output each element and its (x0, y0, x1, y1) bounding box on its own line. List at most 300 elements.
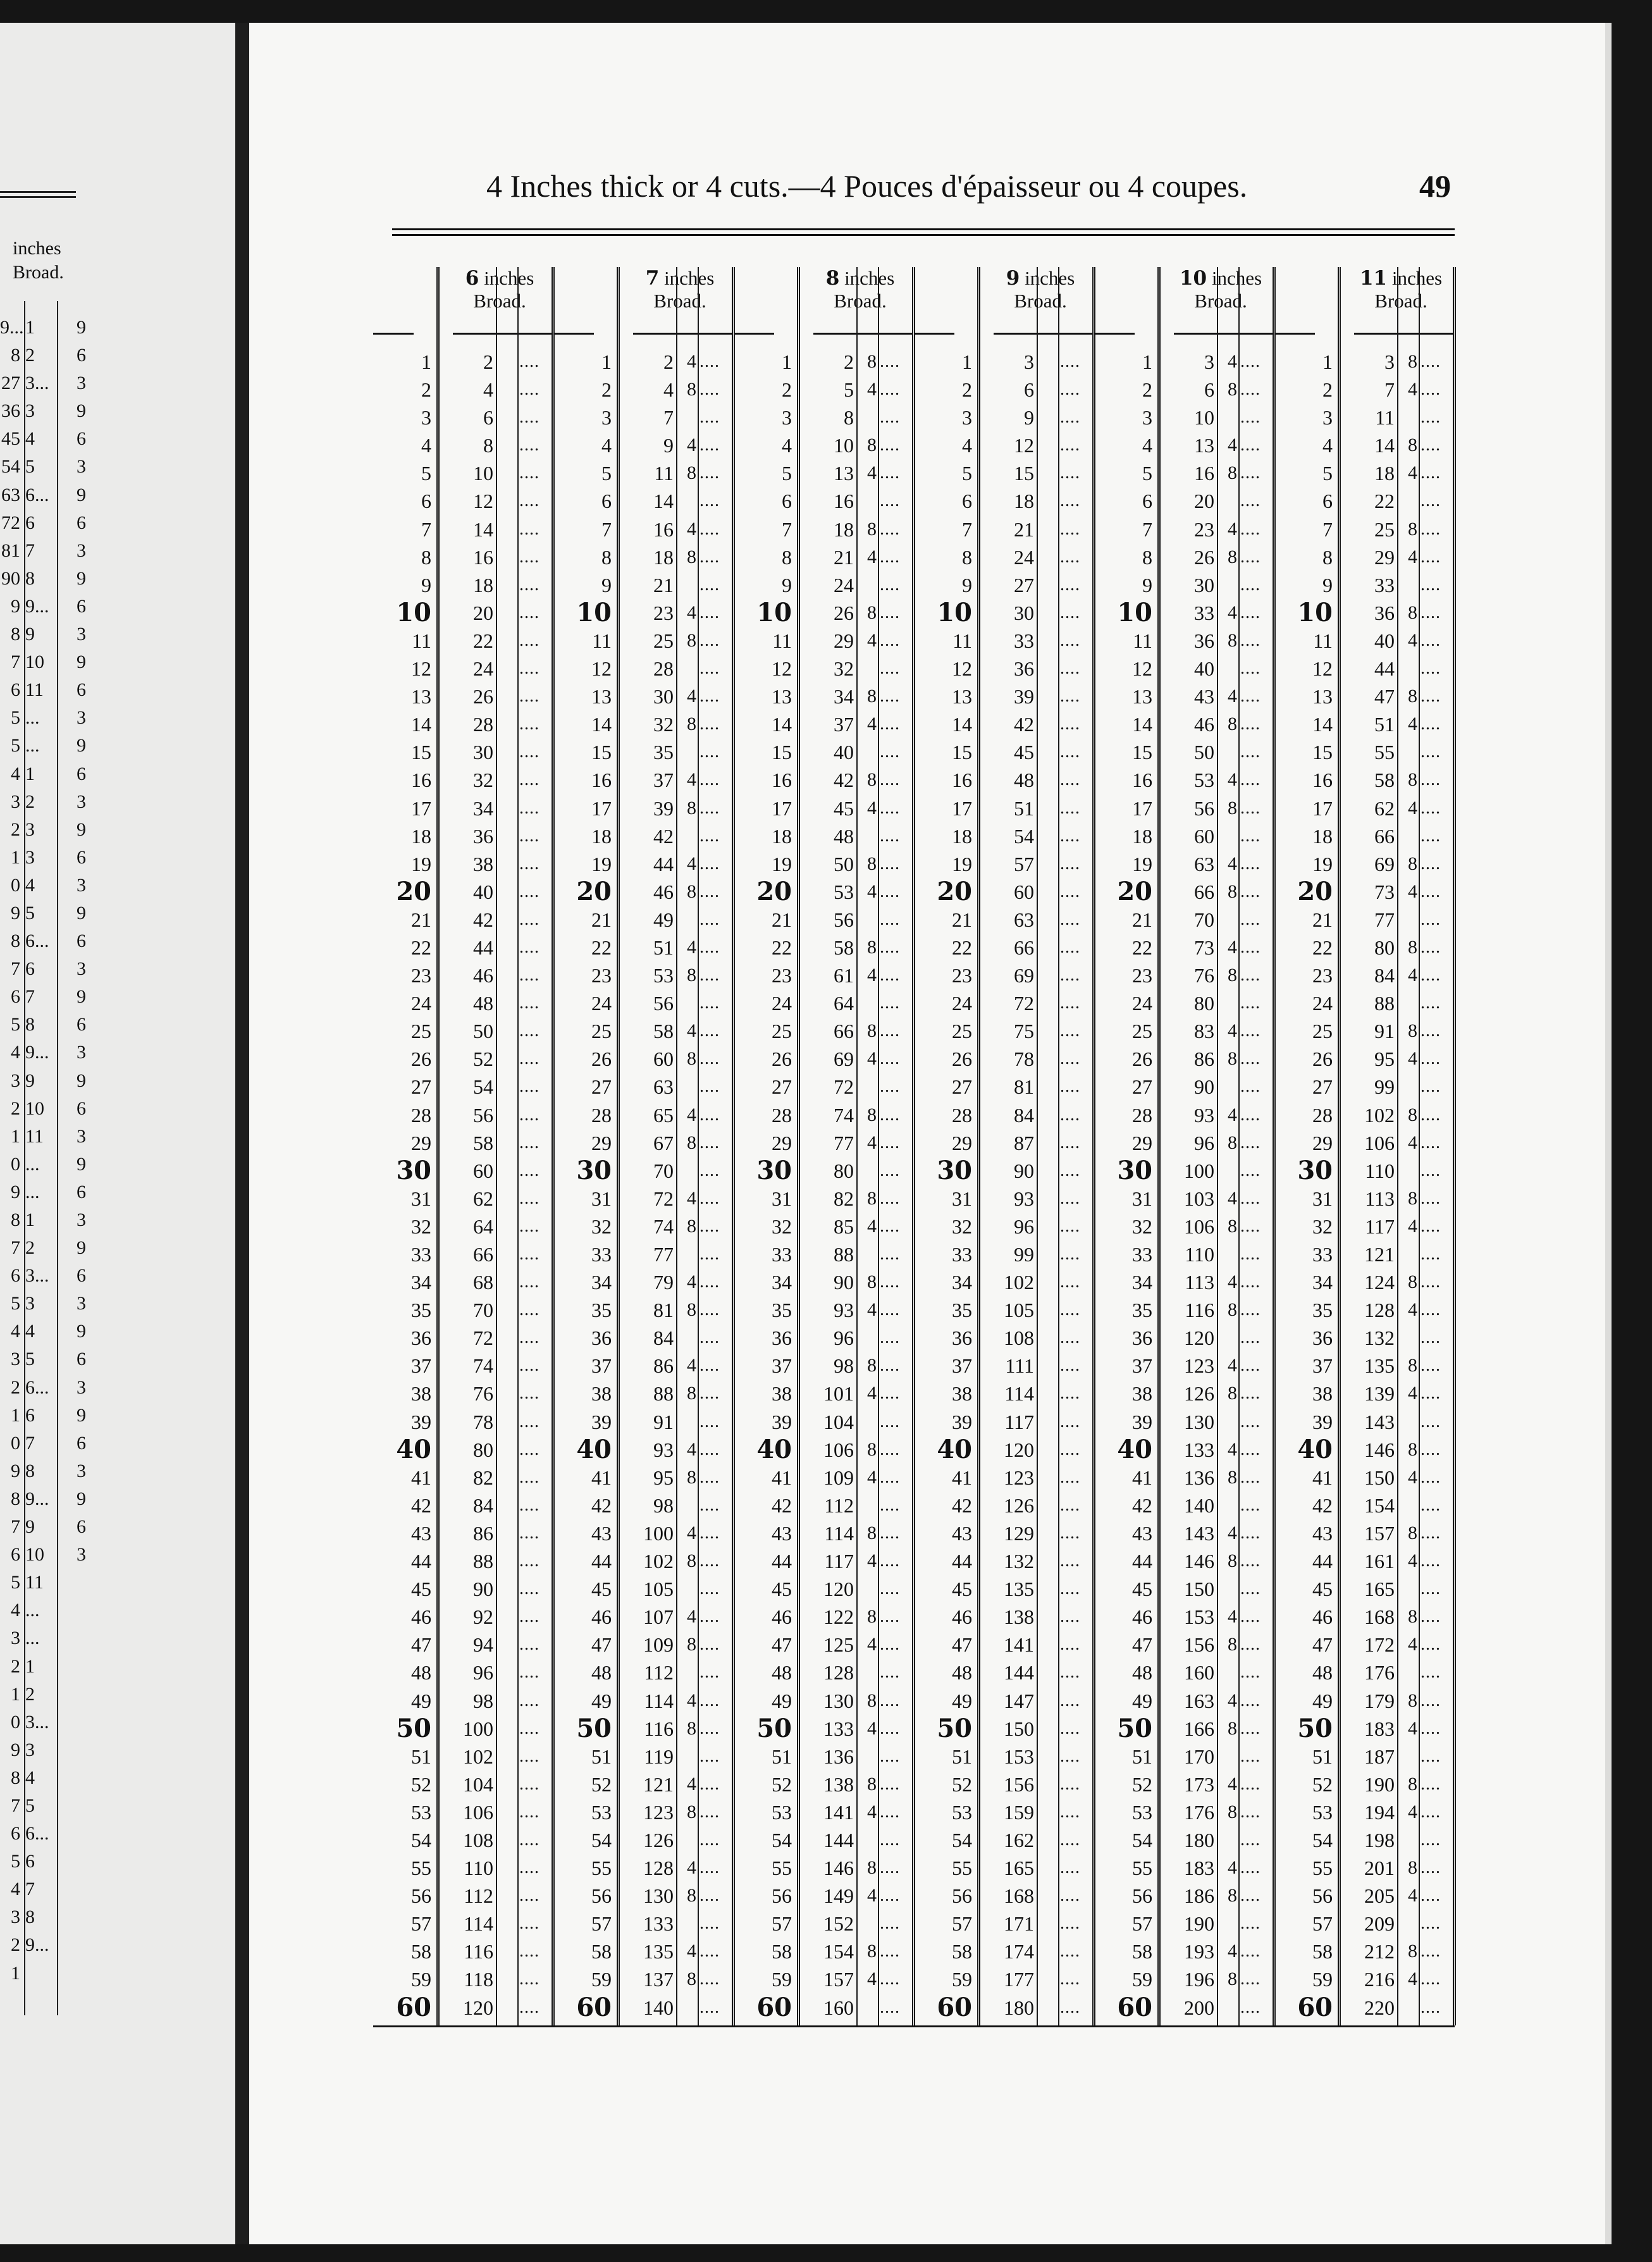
leader-dots: .... (880, 825, 900, 846)
table-cell-inches: 8 (1408, 351, 1417, 372)
leader-dots: .... (519, 770, 539, 790)
row-number: 5 (962, 462, 972, 485)
table-cell-inches (497, 1965, 516, 1993)
table-cell-inches (1218, 1408, 1237, 1436)
board-feet-column (1339, 348, 1395, 2022)
board-feet-column (978, 348, 1034, 2022)
column-header-underline (633, 333, 732, 335)
leader-dots: .... (519, 519, 539, 539)
leader-dots: .... (519, 825, 539, 846)
book-gutter (235, 23, 249, 2244)
previous-page-cell: 6 (11, 1544, 20, 1566)
table-cell-inches (1038, 1240, 1057, 1268)
table-cell-feet: 135 (643, 1940, 674, 1963)
row-number: 27 (1312, 1075, 1333, 1099)
row-number: 33 (591, 1243, 612, 1266)
row-number: 7 (782, 517, 792, 541)
table-cell-feet: 66 (1194, 880, 1214, 903)
table-cell-inches: 8 (1408, 1941, 1417, 1962)
page-edge (1605, 23, 1612, 2244)
table-cell-inches (1038, 1994, 1057, 2022)
table-cell-inches: 4 (1228, 769, 1237, 791)
table-cell-inches (1038, 1380, 1057, 1407)
table-cell-inches (1398, 1994, 1417, 2022)
table-cell-feet: 139 (1364, 1382, 1395, 1406)
table-cell-inches (858, 571, 877, 599)
leader-dots: .... (519, 1495, 539, 1515)
inches-column (677, 348, 696, 2022)
table-cell-feet: 28 (653, 657, 674, 681)
table-cell-inches (1218, 571, 1237, 599)
table-cell-inches (858, 1826, 877, 1854)
leader-dots: .... (519, 1467, 539, 1487)
table-cell-feet: 161 (1364, 1550, 1395, 1573)
row-number: 50 (576, 1713, 612, 1743)
previous-page-cell: 3 (77, 373, 86, 394)
leader-dots: .... (1240, 1328, 1261, 1348)
table-cell-inches (1398, 822, 1417, 850)
table-cell-inches (1038, 459, 1057, 487)
table-cell-feet: 74 (473, 1354, 493, 1378)
leader-dots: .... (700, 1495, 720, 1515)
row-number: 38 (591, 1382, 612, 1406)
table-cell-feet: 69 (1374, 852, 1395, 875)
previous-page-cell: 0 (11, 1153, 20, 1175)
leader-dots: .... (519, 1913, 539, 1934)
table-cell-inches (497, 516, 516, 543)
row-number: 24 (1132, 992, 1152, 1015)
previous-page-cell: 9 (77, 902, 86, 924)
table-cell-inches (1038, 822, 1057, 850)
table-cell-feet: 96 (473, 1661, 493, 1684)
table-cell-inches: 8 (1228, 462, 1237, 484)
table-cell-feet: 153 (1184, 1605, 1214, 1629)
row-number: 36 (1132, 1326, 1152, 1350)
table-cell-inches: 4 (1228, 1355, 1237, 1376)
leader-dots: .... (1421, 1662, 1441, 1683)
leader-dots: .... (1421, 993, 1441, 1013)
table-cell-feet: 53 (653, 964, 674, 987)
table-cell-feet: 32 (653, 713, 674, 736)
table-cell-inches (1038, 1603, 1057, 1631)
previous-page-cell: 2 (11, 819, 20, 840)
table-cell-inches (497, 1380, 516, 1407)
table-cell-feet: 96 (1014, 1214, 1034, 1238)
board-feet-column (798, 348, 854, 2022)
row-number: 7 (601, 517, 612, 541)
row-number: 19 (1312, 852, 1333, 875)
previous-page-cell: 1 (25, 1655, 35, 1677)
table-cell-feet: 64 (834, 992, 854, 1015)
table-cell-inches (497, 1101, 516, 1129)
table-cell-feet: 81 (653, 1299, 674, 1322)
table-cell-feet: 87 (1014, 1131, 1034, 1154)
table-cell-inches: 4 (867, 1801, 877, 1822)
previous-page-cell: 3 (77, 456, 86, 478)
table-cell-feet: 54 (473, 1075, 493, 1099)
table-cell-feet: 98 (473, 1689, 493, 1712)
table-cell-feet: 117 (1004, 1410, 1034, 1433)
table-cell-feet: 38 (473, 852, 493, 875)
table-cell-inches (677, 404, 696, 431)
table-cell-inches (1038, 850, 1057, 878)
leader-dots: .... (519, 993, 539, 1013)
table-cell-feet: 86 (473, 1521, 493, 1545)
table-cell-inches (497, 1129, 516, 1157)
leader-dots: .... (1421, 1272, 1441, 1292)
row-number: 52 (1132, 1772, 1152, 1796)
row-number: 31 (772, 1187, 792, 1210)
leader-dots: .... (1060, 853, 1080, 874)
table-cell-inches: 4 (1408, 546, 1417, 567)
table-cell-inches (1038, 1352, 1057, 1380)
table-cell-feet: 179 (1364, 1689, 1395, 1712)
leader-dots: .... (519, 742, 539, 762)
previous-page-cell: 3 (11, 1628, 20, 1649)
table-cell-inches: 4 (867, 1383, 877, 1404)
row-number: 11 (412, 629, 431, 652)
table-cell-feet: 51 (653, 936, 674, 959)
leader-dots: .... (700, 547, 720, 567)
row-number: 48 (591, 1661, 612, 1684)
table-cell-inches: 8 (867, 686, 877, 707)
table-cell-feet: 117 (1365, 1214, 1395, 1238)
row-number: 42 (1132, 1493, 1152, 1517)
leader-dots: .... (1240, 881, 1261, 901)
row-number: 32 (411, 1214, 431, 1238)
row-number: 10 (1117, 597, 1152, 627)
row-number: 31 (1132, 1187, 1152, 1210)
previous-page-cell: 3... (25, 373, 49, 394)
row-number: 35 (411, 1299, 431, 1322)
leader-dots: .... (1240, 937, 1261, 957)
row-number: 46 (1312, 1605, 1333, 1629)
table-cell-feet: 66 (1014, 936, 1034, 959)
row-number: 6 (601, 490, 612, 513)
table-cell-inches (1038, 906, 1057, 934)
table-cell-feet: 63 (1194, 852, 1214, 875)
row-number: 31 (1312, 1187, 1333, 1210)
table-cell-inches: 4 (1408, 881, 1417, 902)
row-number: 45 (772, 1578, 792, 1601)
table-cell-feet: 137 (643, 1968, 674, 1991)
leader-dots: .... (1060, 1244, 1080, 1264)
table-cell-inches: 4 (867, 965, 877, 986)
leader-dots: .... (1060, 1997, 1080, 2017)
table-cell-feet: 52 (473, 1048, 493, 1071)
leader-dots: .... (700, 1356, 720, 1376)
table-cell-feet: 81 (1014, 1075, 1034, 1099)
table-cell-inches (1038, 1296, 1057, 1324)
table-cell-inches (858, 1157, 877, 1185)
table-cell-feet: 130 (823, 1689, 854, 1712)
leader-dots: .... (700, 1662, 720, 1683)
table-cell-inches: 8 (867, 518, 877, 540)
row-number: 30 (1117, 1155, 1152, 1185)
table-cell-inches (1218, 1157, 1237, 1185)
table-cell-inches: 8 (867, 1187, 877, 1209)
table-cell-inches (858, 1659, 877, 1686)
table-cell-inches (497, 1938, 516, 1965)
previous-page-cell: 7 (25, 1879, 35, 1900)
row-number: 1 (421, 350, 431, 373)
row-number: 38 (772, 1382, 792, 1406)
table-cell-inches: 8 (1408, 1690, 1417, 1711)
row-number: 29 (952, 1131, 972, 1154)
row-number: 55 (1312, 1857, 1333, 1880)
table-cell-inches (858, 1994, 877, 2022)
table-cell-inches: 8 (687, 1383, 696, 1404)
table-cell-feet: 130 (643, 1884, 674, 1908)
previous-page-cell: 6 (77, 1014, 86, 1035)
leader-dots: .... (1240, 714, 1261, 734)
table-cell-feet: 98 (834, 1354, 854, 1378)
table-cell-feet: 11 (654, 462, 674, 485)
leader-dots: .... (1060, 1886, 1080, 1906)
table-cell-inches: 8 (687, 546, 696, 567)
row-number: 20 (1117, 876, 1152, 906)
table-cell-feet: 121 (643, 1772, 674, 1796)
leader-dots: .... (880, 1328, 900, 1348)
leader-dots: .... (700, 965, 720, 986)
previous-page-cell: 6... (25, 484, 49, 505)
row-number-header-underline (373, 333, 414, 335)
table-cell-feet: 58 (834, 936, 854, 959)
table-cell-inches: 4 (1228, 1690, 1237, 1711)
table-cell-feet: 114 (1004, 1382, 1034, 1406)
table-cell-feet: 196 (1184, 1968, 1214, 1991)
row-number: 27 (591, 1075, 612, 1099)
leader-dots: .... (700, 1132, 720, 1153)
table-cell-inches: 8 (687, 1132, 696, 1153)
table-cell-feet: 22 (473, 629, 493, 652)
leader-dots: .... (519, 435, 539, 455)
previous-page-cell: 11 (25, 1125, 44, 1147)
table-cell-inches (858, 1910, 877, 1938)
row-number: 2 (1322, 378, 1333, 402)
table-cell-inches: 8 (1228, 546, 1237, 567)
previous-page-cell: 3 (77, 874, 86, 896)
leader-dots: .... (880, 1049, 900, 1069)
table-cell-inches: 8 (1408, 1857, 1417, 1879)
table-cell-inches (497, 1659, 516, 1686)
leader-dots: .... (880, 1551, 900, 1571)
table-cell-inches (497, 1464, 516, 1492)
table-cell-inches: 4 (1228, 351, 1237, 372)
row-number: 20 (1297, 876, 1333, 906)
leader-dots: .... (1060, 519, 1080, 539)
leader-dots: .... (519, 1858, 539, 1878)
table-cell-feet: 146 (1184, 1550, 1214, 1573)
table-cell-feet: 78 (1014, 1048, 1034, 1071)
previous-page-cell: 9 (11, 902, 20, 924)
row-number: 54 (772, 1828, 792, 1851)
row-number: 16 (411, 769, 431, 792)
leader-dots: .... (880, 1188, 900, 1208)
table-cell-inches: 8 (867, 1271, 877, 1293)
leader-dots: .... (1421, 1021, 1441, 1041)
leader-dots: .... (700, 1551, 720, 1571)
row-number: 43 (952, 1521, 972, 1545)
row-number: 40 (1117, 1434, 1152, 1464)
column-width-label: 10 (1179, 267, 1207, 290)
row-number: 32 (1312, 1214, 1333, 1238)
leader-dots: .... (1240, 1244, 1261, 1264)
leader-dots: .... (519, 1969, 539, 1989)
row-number: 2 (962, 378, 972, 402)
leader-dots: .... (880, 993, 900, 1013)
leader-dots: .... (880, 602, 900, 622)
row-number: 30 (756, 1155, 792, 1185)
leader-dots: .... (1060, 1160, 1080, 1180)
leader-dots: .... (880, 547, 900, 567)
table-cell-inches (497, 1045, 516, 1073)
row-number: 19 (411, 852, 431, 875)
table-cell-feet: 140 (643, 1996, 674, 2019)
previous-page-cell: 6 (25, 1404, 35, 1426)
leader-dots: .... (700, 1690, 720, 1710)
row-number: 7 (1322, 517, 1333, 541)
leader-dots: .... (1240, 519, 1261, 539)
row-number: 48 (772, 1661, 792, 1684)
previous-page-cell: 6 (11, 1823, 20, 1845)
column-header-underline (1354, 333, 1453, 335)
table-cell-inches (497, 794, 516, 822)
previous-page-cell: 6 (25, 1851, 35, 1872)
previous-page-cell: 3 (77, 791, 86, 812)
row-number: 21 (772, 908, 792, 931)
table-cell-feet: 85 (834, 1214, 854, 1238)
leader-dots: .... (1421, 1328, 1441, 1348)
leader-dots: .... (700, 1886, 720, 1906)
table-cell-inches: 8 (1228, 1968, 1237, 1990)
row-number: 21 (1312, 908, 1333, 931)
leader-dots: .... (1421, 770, 1441, 790)
previous-page-cell: 2 (11, 1934, 20, 1956)
leader-dots: .... (1421, 1829, 1441, 1850)
row-number: 17 (1132, 796, 1152, 820)
previous-page-cell: 7 (11, 1516, 20, 1538)
leader-dots: .... (519, 1662, 539, 1683)
row-number: 39 (772, 1410, 792, 1433)
table-cell-inches (1218, 738, 1237, 766)
table-cell-inches: 8 (1228, 965, 1237, 986)
table-cell-feet: 84 (1374, 964, 1395, 987)
table-cell-feet: 53 (1194, 769, 1214, 792)
table-cell-inches: 4 (867, 1299, 877, 1321)
previous-page-cell: 9 (77, 652, 86, 673)
table-cell-inches (1398, 1408, 1417, 1436)
leader-dots: .... (1060, 1718, 1080, 1738)
table-cell-feet: 39 (653, 796, 674, 820)
row-number: 59 (1312, 1968, 1333, 1991)
leader-dots: .... (519, 1160, 539, 1180)
column-divider (1058, 267, 1059, 2025)
table-cell-feet: 10 (834, 434, 854, 457)
leader-dots: .... (519, 937, 539, 957)
table-cell-feet: 33 (1014, 629, 1034, 652)
table-cell-inches (497, 1826, 516, 1854)
previous-page-cell: 3 (11, 1070, 20, 1091)
previous-page-cell: 8 (11, 1488, 20, 1509)
page-title: 4 Inches thick or 4 cuts.—4 Pouces d'épaisseur ou 4 coupes. (486, 168, 1248, 204)
table-cell-inches (1218, 906, 1237, 934)
leader-dots: .... (1240, 1858, 1261, 1878)
table-cell-feet: 98 (653, 1493, 674, 1517)
previous-page-cell: 8 (11, 345, 20, 366)
row-number: 53 (952, 1800, 972, 1824)
row-number: 32 (1132, 1214, 1152, 1238)
leader-dots: .... (1421, 1607, 1441, 1627)
previous-page-cell: 81 (1, 540, 20, 561)
table-cell-inches: 8 (867, 1104, 877, 1125)
table-cell-feet: 150 (1184, 1578, 1214, 1601)
table-cell-feet: 120 (823, 1578, 854, 1601)
leader-dots: .... (1240, 1411, 1261, 1431)
table-cell-inches: 4 (687, 1773, 696, 1795)
leader-dots: .... (1240, 1188, 1261, 1208)
row-number: 17 (952, 796, 972, 820)
column-width-label: 9 (1006, 267, 1020, 290)
table-cell-inches (677, 738, 696, 766)
row-number: 38 (411, 1382, 431, 1406)
table-cell-feet: 119 (644, 1745, 674, 1768)
table-cell-inches: 8 (867, 1690, 877, 1711)
row-number: 55 (952, 1857, 972, 1880)
row-number: 22 (411, 936, 431, 959)
table-cell-inches (497, 1575, 516, 1603)
board-feet-column (618, 348, 674, 2022)
table-cell-inches (1398, 655, 1417, 683)
row-number: 8 (601, 545, 612, 569)
row-number: 5 (601, 462, 612, 485)
table-cell-feet: 70 (653, 1159, 674, 1182)
table-cell-inches (1038, 1464, 1057, 1492)
leader-dots: .... (1240, 407, 1261, 428)
row-number: 25 (952, 1020, 972, 1043)
table-cell-inches (1218, 1324, 1237, 1352)
leader-dots: .... (1240, 574, 1261, 595)
row-number: 23 (952, 964, 972, 987)
table-cell-feet: 45 (1014, 741, 1034, 764)
table-cell-inches (1038, 1157, 1057, 1185)
table-cell-feet: 70 (1194, 908, 1214, 931)
table-cell-feet: 60 (473, 1159, 493, 1182)
leader-dots: .... (700, 853, 720, 874)
row-number: 21 (952, 908, 972, 931)
table-cell-inches: 8 (687, 1885, 696, 1907)
previous-page-cell: 3 (11, 1907, 20, 1928)
leader-dots: .... (1421, 352, 1441, 371)
column-broad-label: Broad. (1374, 290, 1427, 312)
row-number: 19 (952, 852, 972, 875)
row-number-header-underline (914, 333, 954, 335)
table-cell-feet: 58 (653, 1020, 674, 1043)
previous-page-cell: 5 (25, 1349, 35, 1370)
table-cell-feet: 5 (844, 378, 854, 402)
leader-dots: .... (700, 1523, 720, 1543)
leader-dots: .... (519, 630, 539, 650)
row-number: 53 (1312, 1800, 1333, 1824)
leader-dots: .... (1240, 1216, 1261, 1236)
table-cell-feet: 62 (1374, 796, 1395, 820)
table-cell-inches: 8 (687, 881, 696, 902)
leader-dots: .... (1240, 463, 1261, 483)
row-number: 22 (591, 936, 612, 959)
row-number-header-underline (553, 333, 594, 335)
table-cell-inches (858, 1743, 877, 1771)
leader-dots: .... (519, 798, 539, 818)
